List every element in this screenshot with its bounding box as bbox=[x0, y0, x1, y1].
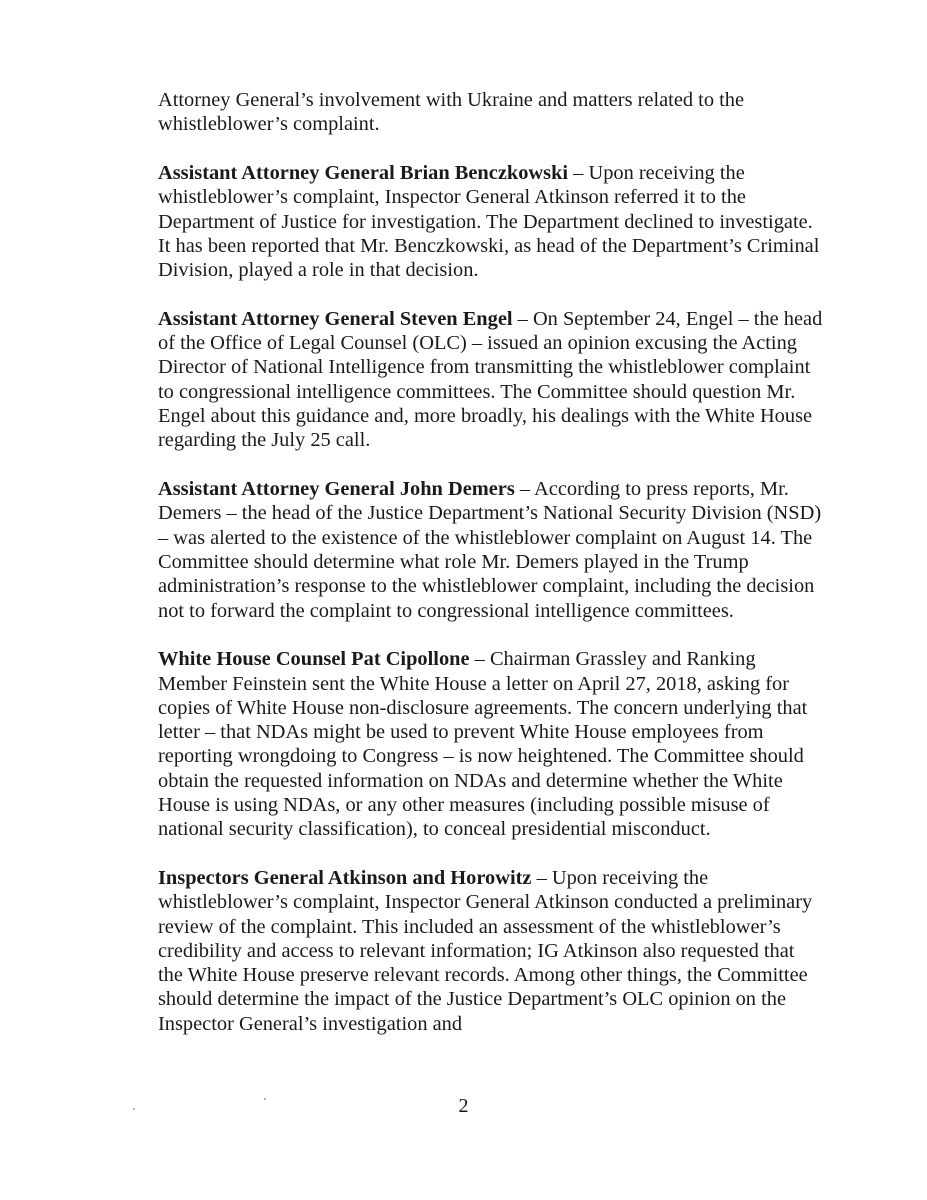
paragraph-text: – On September 24, Engel – the head of the Office of Legal Counsel (OLC) – issued an opinion excusing the Acting Director of National Intelligence from transmitting the whistleblower complaint to congressional intelligence committees. The Committee should question Mr. Engel about this guidance and, more broadly, his dealings with the White House regarding the July 25 call. bbox=[158, 307, 823, 452]
page-number: 2 bbox=[458, 1095, 469, 1117]
paragraph-heading: White House Counsel Pat Cipollone bbox=[158, 648, 470, 671]
paragraph-inspectors-general bbox=[158, 866, 823, 1036]
paragraph-heading: Assistant Attorney General Brian Benczkowski bbox=[158, 161, 569, 184]
paragraph-demers bbox=[158, 477, 823, 623]
paragraph-heading: Assistant Attorney General John Demers bbox=[158, 478, 515, 501]
paragraph-text: – According to press reports, Mr. Demers – the head of the Justice Department’s National Security Division (NSD) – was alerted to the existence of the whistleblower complaint on August 14. The Committee should determine what role Mr. Demers played in the Trump administration’s response to the whistleblower complaint, including the decision not to forward the complaint to congressional intelligence committees. bbox=[158, 478, 822, 622]
paragraph-text: – Chairman Grassley and Ranking Member Feinstein sent the White House a letter on April 27, 2018, asking for copies of White House non-disclosure agreements. The concern underlying that letter – that NDAs might be used to prevent White House employees from reporting wrongdoing to Congress – is now heightened. The Committee should obtain the requested information on NDAs and determine whether the White House is using NDAs, or any other measures (including possible misuse of national security classification), to conceal presidential misconduct. bbox=[158, 648, 808, 841]
scan-speck bbox=[264, 1098, 266, 1100]
paragraph-heading: Assistant Attorney General Steven Engel bbox=[158, 307, 513, 330]
paragraph-engel bbox=[158, 307, 823, 453]
scan-speck bbox=[133, 1108, 135, 1110]
paragraph-benczkowski bbox=[158, 161, 823, 282]
paragraph-text: – Upon receiving the whistleblower’s complaint, Inspector General Atkinson conducted a preliminary review of the complaint. This included an assessment of the whistleblower’s credibility and access to relevant information; IG Atkinson also requested that the White House preserve relevant records. Among other things, the Committee should determine the impact of the Justice Department’s OLC opinion on the Inspector General’s investigation and bbox=[158, 866, 813, 1035]
paragraph-cipollone bbox=[158, 647, 823, 841]
paragraph-heading: Inspectors General Atkinson and Horowitz bbox=[158, 866, 532, 889]
paragraph-text: – Upon receiving the whistleblower’s complaint, Inspector General Atkinson referred it to the Department of Justice for investigation. The Department declined to investigate. It has been reported that Mr. Benczkowski, as head of the Department’s Criminal Division, played a role in that decision. bbox=[158, 161, 820, 282]
document-body bbox=[158, 88, 823, 1060]
paragraph-text: Attorney General’s involvement with Ukraine and matters related to the whistleblower’s complaint. bbox=[158, 89, 745, 136]
paragraph-continuation bbox=[158, 88, 823, 137]
